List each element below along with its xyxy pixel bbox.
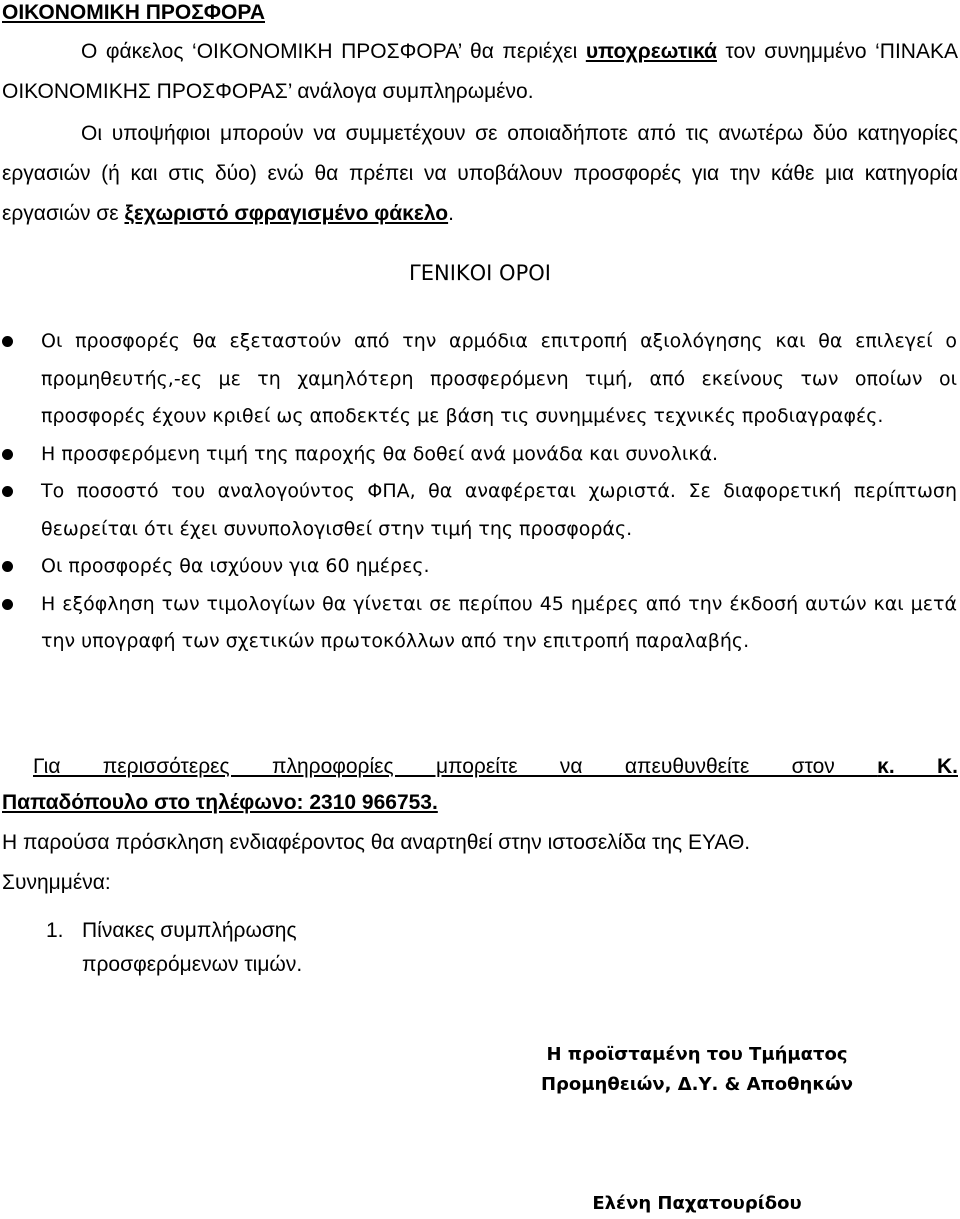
list-item-text: Η προσφερόμενη τιμή της παροχής θα δοθεί ανά μονάδα και συνολικά. [41, 442, 719, 465]
intro-p2-text-end: . [448, 202, 454, 225]
signature-name: Ελένη Παχατουρίδου [592, 1193, 802, 1214]
intro-p1-emphasis: υποχρεωτικά [585, 40, 717, 63]
list-item [0, 473, 957, 548]
list-item-text: Το ποσοστό του αναλογούντος ΦΠΑ, θα αναφέρεται χωριστά. Σε διαφορετική περίπτωση θεωρείται ότι έχει συνυπολογισθεί στην τιμή της προσφοράς. [41, 480, 957, 540]
intro-paragraph-1 [2, 32, 958, 112]
list-item [0, 323, 957, 436]
list-item-text: Η εξόφληση των τιμολογίων θα γίνεται σε περίπου 45 ημέρες από την έκδοσή αυτών και μετά την υπογραφή των σχετικών πρωτοκόλλων από την επιτροπή παραλαβής. [41, 592, 957, 652]
section-heading-general-terms: ΓΕΝΙΚΟΙ ΟΡΟΙ [409, 261, 551, 285]
list-item [0, 548, 957, 586]
list-item [0, 586, 957, 661]
general-terms-list [0, 323, 960, 661]
intro-p1-text-end: τον συνημμένο ‘ΠΙΝΑΚΑ ΟΙΚΟΝΟΜΙΚΗΣ ΠΡΟΣΦΟΡΑΣ’ ανάλογα συμπληρωμένο. [2, 40, 958, 103]
intro-p2-emphasis: ξεχωριστό σφραγισμένο φάκελο [124, 202, 449, 225]
contact-person-initial: κ. Κ. [877, 755, 958, 778]
list-item [0, 436, 957, 474]
list-item-text: Οι προσφορές θα εξεταστούν από την αρμόδια επιτροπή αξιολόγησης και θα επιλεγεί ο προμηθευτής,-ες με τη χαμηλότερη προσφερόμενη τιμή, από εκείνους των οποίων οι προσφορές έχουν κριθεί ως αποδεκτές με βάση τις συνημμένες τεχνικές προδιαγραφές. [41, 330, 957, 427]
intro-p1-text: Ο φάκελος ‘ΟΙΚΟΝΟΜΙΚΗ ΠΡΟΣΦΟΡΑ’ θα περιέχει [81, 40, 586, 63]
bullet-icon [2, 449, 13, 460]
bullet-icon [2, 561, 13, 572]
signature-role-line-2: Προμηθειών, Δ.Υ. & Αποθηκών [540, 1074, 854, 1095]
attachment-item [46, 914, 402, 982]
attachments-label: Συνημμένα: [2, 871, 111, 894]
bullet-icon [2, 486, 13, 497]
intro-p2-text: Οι υποψήφιοι μπορούν να συμμετέχουν σε οποιαδήποτε από τις ανωτέρω δύο κατηγορίες εργασιών (ή και στις δύο) ενώ θα πρέπει να υποβάλουν προσφορές για την κάθε μια κατηγορία εργασιών σε [2, 122, 958, 225]
bullet-icon [2, 599, 13, 610]
attachment-text: Πίνακες συμπλήρωσης προσφερόμενων τιμών. [82, 919, 303, 976]
contact-phone-line: Παπαδόπουλο στο τηλέφωνο: 2310 966753. [2, 791, 438, 814]
attachment-number: 1. [46, 919, 64, 942]
intro-paragraph-2 [2, 114, 958, 234]
signature-role [510, 1040, 884, 1100]
signature-role-line-1: Η προϊσταμένη του Τμήματος [546, 1044, 848, 1065]
publication-notice: Η παρούσα πρόσκληση ενδιαφέροντος θα αναρτηθεί στην ιστοσελίδα της ΕΥΑΘ. [2, 831, 751, 854]
contact-info-line [33, 752, 958, 782]
list-item-text: Οι προσφορές θα ισχύουν για 60 ημέρες. [41, 555, 430, 577]
document-title: ΟΙΚΟΝΟΜΙΚΗ ΠΡΟΣΦΟΡΑ [2, 1, 265, 24]
bullet-icon [2, 336, 13, 347]
attachments-list [46, 914, 402, 982]
contact-text: Για περισσότερες πληροφορίες μπορείτε να απευθυνθείτε στον [33, 755, 878, 778]
